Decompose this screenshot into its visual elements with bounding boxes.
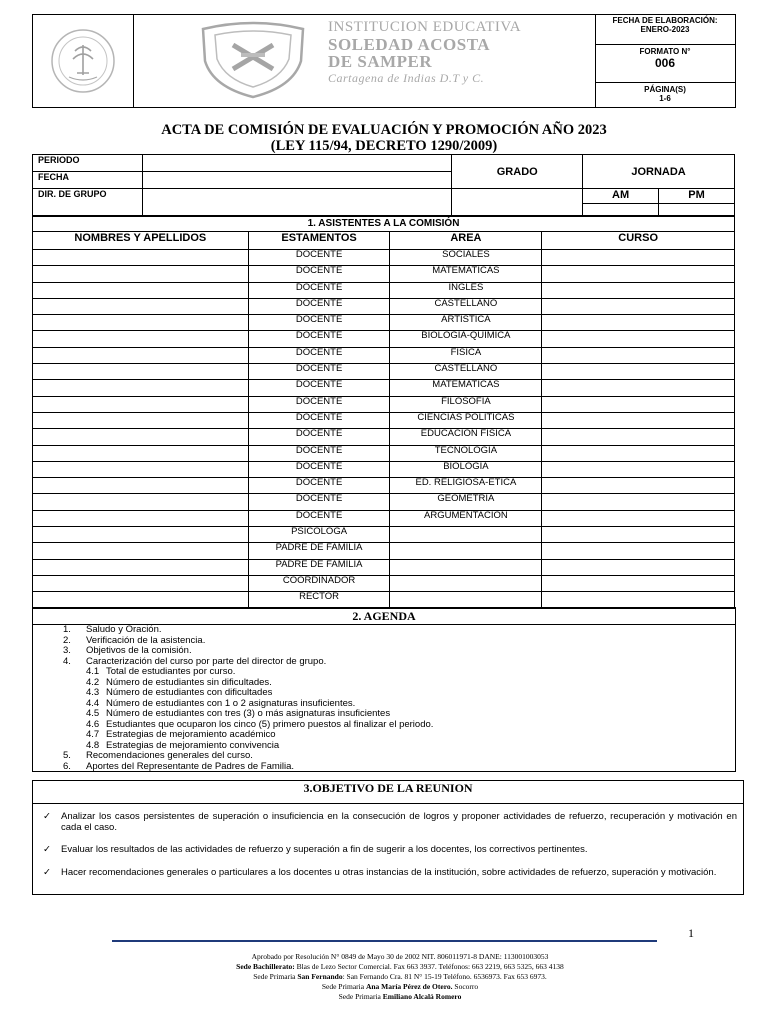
attendees-table bbox=[32, 216, 735, 609]
dir-grupo-field[interactable] bbox=[142, 189, 451, 216]
attendee-row bbox=[33, 250, 735, 266]
attendee-area-cell: FILOSOFIA bbox=[390, 396, 542, 412]
agenda-item-text: Número de estudiantes sin dificultades. bbox=[106, 676, 272, 688]
attendee-estamento-cell: DOCENTE bbox=[248, 445, 390, 461]
attendee-estamento-cell: DOCENTE bbox=[248, 364, 390, 380]
attendee-curso-cell[interactable] bbox=[542, 396, 735, 412]
attendee-name-cell[interactable] bbox=[33, 266, 249, 282]
objective-section bbox=[32, 780, 744, 895]
footer-text: Sede Primaria bbox=[321, 982, 366, 991]
attendee-area-cell: CASTELLANO bbox=[390, 298, 542, 314]
format-label: FORMATO N° bbox=[639, 47, 691, 56]
objective-text: Hacer recomendaciones generales o particulares a los docentes u otras instancias de la institución, sobre actividades de refuerzo, superación y motivación. bbox=[61, 867, 717, 878]
attendee-estamento-cell: DOCENTE bbox=[248, 478, 390, 494]
fecha-label: FECHA bbox=[33, 172, 143, 189]
agenda-item bbox=[63, 762, 294, 773]
footer-rule bbox=[112, 940, 657, 942]
attendee-area-cell: ARGUMENTACION bbox=[390, 510, 542, 526]
attendee-area-cell: EDUCACION FISICA bbox=[390, 429, 542, 445]
attendee-name-cell[interactable] bbox=[33, 364, 249, 380]
pm-field[interactable] bbox=[659, 204, 735, 216]
agenda-title: 2. AGENDA bbox=[33, 608, 735, 625]
attendee-area-cell: CIENCIAS POLITICAS bbox=[390, 412, 542, 428]
attendee-estamento-cell: DOCENTE bbox=[248, 347, 390, 363]
format-meta-cell bbox=[595, 15, 735, 107]
agenda-item-text: Total de estudiantes por curso. bbox=[106, 666, 236, 677]
footer-text: Socorro bbox=[452, 982, 479, 991]
attendee-row bbox=[33, 494, 735, 510]
grado-field[interactable] bbox=[452, 189, 583, 216]
attendee-curso-cell[interactable] bbox=[542, 543, 735, 559]
footer-line-1: Aprobado por Resolución N° 0849 de Mayo 30 de 2002 NIT. 806011971-8 DANE: 113001003053 bbox=[251, 952, 549, 961]
attendee-name-cell[interactable] bbox=[33, 575, 249, 591]
attendee-name-cell[interactable] bbox=[33, 347, 249, 363]
logo-cell bbox=[133, 15, 596, 107]
footer-text: : San Fernando Cra. 81 N° 15-19 Teléfono. 6536973. Fax 653 6973. bbox=[342, 972, 547, 981]
attendee-curso-cell[interactable] bbox=[542, 494, 735, 510]
dir-grupo-label: DIR. DE GRUPO bbox=[33, 189, 143, 216]
institution-seal-icon bbox=[33, 15, 133, 107]
attendee-name-cell[interactable] bbox=[33, 559, 249, 575]
footer-bold: San Fernando bbox=[297, 972, 343, 981]
page-number: 1 bbox=[688, 926, 694, 940]
attendee-area-cell bbox=[390, 543, 542, 559]
attendee-name-cell[interactable] bbox=[33, 282, 249, 298]
jornada-label: JORNADA bbox=[583, 155, 735, 189]
school-name-line-2: SOLEDAD ACOSTA bbox=[328, 35, 491, 54]
attendee-name-cell[interactable] bbox=[33, 331, 249, 347]
attendee-name-cell[interactable] bbox=[33, 461, 249, 477]
pm-label: PM bbox=[659, 189, 735, 204]
attendee-row bbox=[33, 364, 735, 380]
attendee-curso-cell[interactable] bbox=[542, 347, 735, 363]
attendee-estamento-cell: DOCENTE bbox=[248, 510, 390, 526]
objective-item bbox=[43, 811, 737, 833]
attendee-curso-cell[interactable] bbox=[542, 412, 735, 428]
attendee-curso-cell[interactable] bbox=[542, 478, 735, 494]
grado-label: GRADO bbox=[452, 155, 583, 189]
objective-text: Evaluar los resultados de las actividades de refuerzo y superación a fin de sugerir a los docentes, los correctivos pertinentes. bbox=[61, 844, 588, 855]
agenda-item-text: Recomendaciones generales del curso. bbox=[86, 750, 253, 761]
attendee-row bbox=[33, 592, 735, 608]
school-name-line-1: INSTITUCION EDUCATIVA bbox=[328, 19, 522, 35]
attendee-area-cell: SOCIALES bbox=[390, 250, 542, 266]
attendee-row bbox=[33, 559, 735, 575]
attendee-curso-cell[interactable] bbox=[542, 266, 735, 282]
attendee-name-cell[interactable] bbox=[33, 298, 249, 314]
agenda-item-number: 4.2 bbox=[86, 676, 100, 688]
elaboration-value: ENERO-2023 bbox=[640, 25, 690, 34]
attendee-area-cell: BIOLOGIA bbox=[390, 461, 542, 477]
attendee-row bbox=[33, 298, 735, 314]
attendee-curso-cell[interactable] bbox=[542, 364, 735, 380]
attendee-row bbox=[33, 510, 735, 526]
checkmark-icon: ✓ bbox=[43, 811, 51, 822]
school-name-line-3: DE SAMPER bbox=[328, 52, 433, 71]
footer-line-3 bbox=[100, 972, 700, 982]
attendee-row bbox=[33, 396, 735, 412]
agenda-item-number: 4.1 bbox=[86, 666, 100, 677]
attendee-name-cell[interactable] bbox=[33, 478, 249, 494]
objective-text: Analizar los casos persistentes de superación o insuficiencia en la consecución de logros y proponer actividades de refuerzo, recuperación y motivación en cada el caso. bbox=[61, 811, 737, 833]
agenda-item-number: 6. bbox=[63, 760, 71, 772]
objective-item bbox=[43, 867, 737, 878]
format-number-box bbox=[595, 45, 735, 83]
agenda-item-text: Caracterización del curso por parte del director de grupo. bbox=[86, 655, 327, 667]
footer-text: Sede Primaria bbox=[338, 992, 383, 1001]
attendee-curso-cell[interactable] bbox=[542, 250, 735, 266]
school-shield-logo-icon bbox=[193, 21, 313, 101]
agenda-item-text: Saludo y Oración. bbox=[86, 624, 162, 635]
attendee-curso-cell[interactable] bbox=[542, 331, 735, 347]
attendee-name-cell[interactable] bbox=[33, 445, 249, 461]
attendee-curso-cell[interactable] bbox=[542, 315, 735, 331]
attendee-area-cell: ED. RELIGIOSA-ETICA bbox=[390, 478, 542, 494]
attendee-area-cell: TECNOLOGIA bbox=[390, 445, 542, 461]
attendee-estamento-cell: DOCENTE bbox=[248, 315, 390, 331]
attendee-name-cell[interactable] bbox=[33, 494, 249, 510]
attendee-curso-cell[interactable] bbox=[542, 282, 735, 298]
attendee-estamento-cell: DOCENTE bbox=[248, 461, 390, 477]
attendee-curso-cell[interactable] bbox=[542, 527, 735, 543]
column-header-names: NOMBRES Y APELLIDOS bbox=[33, 232, 249, 250]
agenda-item-text: Objetivos de la comisión. bbox=[86, 645, 192, 656]
attendee-estamento-cell: PADRE DE FAMILIA bbox=[248, 559, 390, 575]
attendee-row bbox=[33, 461, 735, 477]
attendee-area-cell: FISICA bbox=[390, 347, 542, 363]
attendee-estamento-cell: PADRE DE FAMILIA bbox=[248, 543, 390, 559]
attendee-curso-cell[interactable] bbox=[542, 429, 735, 445]
attendee-row bbox=[33, 412, 735, 428]
agenda-item-text: Número de estudiantes con dificultades bbox=[106, 687, 273, 698]
fecha-field[interactable] bbox=[142, 172, 451, 189]
attendee-row bbox=[33, 331, 735, 347]
attendee-name-cell[interactable] bbox=[33, 412, 249, 428]
attendee-name-cell[interactable] bbox=[33, 396, 249, 412]
seal-cell bbox=[33, 15, 134, 107]
attendee-area-cell bbox=[390, 527, 542, 543]
agenda-item-number: 4.6 bbox=[86, 718, 100, 730]
attendee-row bbox=[33, 543, 735, 559]
agenda-item-text: Aportes del Representante de Padres de Familia. bbox=[86, 760, 295, 772]
am-label: AM bbox=[583, 189, 659, 204]
footer-line-4 bbox=[100, 982, 700, 992]
attendee-curso-cell[interactable] bbox=[542, 592, 735, 608]
periodo-field[interactable] bbox=[142, 155, 451, 172]
pages-value: 1-6 bbox=[659, 94, 671, 103]
elaboration-date-box bbox=[595, 15, 735, 45]
document-header bbox=[32, 14, 736, 108]
attendee-row bbox=[33, 380, 735, 396]
attendee-estamento-cell: DOCENTE bbox=[248, 282, 390, 298]
format-value: 006 bbox=[654, 56, 676, 70]
column-header-estamentos: ESTAMENTOS bbox=[248, 232, 390, 250]
attendee-name-cell[interactable] bbox=[33, 543, 249, 559]
column-header-area: AREA bbox=[390, 232, 542, 250]
attendee-row bbox=[33, 266, 735, 282]
attendee-curso-cell[interactable] bbox=[542, 510, 735, 526]
school-city-line: Cartagena de Indias D.T y C. bbox=[328, 71, 485, 85]
attendee-area-cell: GEOMETRIA bbox=[390, 494, 542, 510]
agenda-section bbox=[32, 607, 736, 772]
attendee-estamento-cell: RECTOR bbox=[248, 592, 390, 608]
agenda-item-number: 5. bbox=[63, 750, 71, 761]
attendees-rows bbox=[33, 250, 735, 609]
attendee-row bbox=[33, 575, 735, 591]
agenda-item-number: 4.5 bbox=[86, 708, 100, 719]
attendee-name-cell[interactable] bbox=[33, 429, 249, 445]
footer-line-5 bbox=[100, 992, 700, 1002]
agenda-item-number: 4.3 bbox=[86, 687, 100, 698]
am-field[interactable] bbox=[583, 204, 659, 216]
checkmark-icon: ✓ bbox=[43, 867, 51, 878]
attendee-estamento-cell: DOCENTE bbox=[248, 412, 390, 428]
attendee-name-cell[interactable] bbox=[33, 380, 249, 396]
objective-title: 3.OBJETIVO DE LA REUNION bbox=[33, 781, 743, 804]
agenda-item-text: Estrategias de mejoramiento convivencia bbox=[106, 739, 280, 751]
attendee-row bbox=[33, 315, 735, 331]
attendee-row bbox=[33, 347, 735, 363]
attendee-area-cell bbox=[390, 575, 542, 591]
pages-label: PÁGINA(S) bbox=[644, 85, 686, 94]
attendee-area-cell: MATEMATICAS bbox=[390, 266, 542, 282]
attendee-curso-cell[interactable] bbox=[542, 298, 735, 314]
agenda-item-text: Número de estudiantes con tres (3) o más asignaturas insuficientes bbox=[106, 708, 391, 719]
attendee-curso-cell[interactable] bbox=[542, 559, 735, 575]
attendee-estamento-cell: DOCENTE bbox=[248, 250, 390, 266]
document-subtitle: (LEY 115/94, DECRETO 1290/2009) bbox=[270, 138, 498, 154]
attendee-name-cell[interactable] bbox=[33, 592, 249, 608]
column-header-curso: CURSO bbox=[542, 232, 735, 250]
attendee-estamento-cell: DOCENTE bbox=[248, 266, 390, 282]
agenda-item-number: 4.4 bbox=[86, 697, 100, 709]
agenda-item-number: 4. bbox=[63, 655, 71, 667]
attendee-area-cell: MATEMATICAS bbox=[390, 380, 542, 396]
attendee-name-cell[interactable] bbox=[33, 250, 249, 266]
attendees-section-title: 1. ASISTENTES A LA COMISIÓN bbox=[33, 217, 735, 232]
attendee-estamento-cell: DOCENTE bbox=[248, 298, 390, 314]
footer-text: Blas de Lezo Sector Comercial. Fax 663 3937. Teléfonos: 663 2219, 663 5325, 663 4138 bbox=[294, 962, 564, 971]
attendee-name-cell[interactable] bbox=[33, 510, 249, 526]
footer-text: Sede Primaria bbox=[253, 972, 298, 981]
checkmark-icon: ✓ bbox=[43, 844, 51, 855]
agenda-item-text: Estrategias de mejoramiento académico bbox=[106, 729, 276, 740]
footer-bold: Sede Bachillerato: bbox=[236, 962, 295, 971]
attendee-row bbox=[33, 478, 735, 494]
objective-item bbox=[43, 844, 737, 855]
attendee-area-cell: CASTELLANO bbox=[390, 364, 542, 380]
attendee-row bbox=[33, 527, 735, 543]
footer-bold: Emiliano Alcalá Romero bbox=[382, 992, 462, 1001]
periodo-label: PERIODO bbox=[33, 155, 143, 172]
document-title: ACTA DE COMISIÓN DE EVALUACIÓN Y PROMOCIÓN AÑO 2023 bbox=[161, 122, 607, 138]
attendee-curso-cell[interactable] bbox=[542, 575, 735, 591]
elaboration-label: FECHA DE ELABORACIÓN: bbox=[612, 16, 718, 25]
attendee-curso-cell[interactable] bbox=[542, 461, 735, 477]
attendee-estamento-cell: DOCENTE bbox=[248, 396, 390, 412]
agenda-item-number: 3. bbox=[63, 645, 71, 656]
agenda-item-number: 4.7 bbox=[86, 729, 100, 740]
attendee-name-cell[interactable] bbox=[33, 315, 249, 331]
agenda-item-number: 2. bbox=[63, 634, 71, 646]
attendee-estamento-cell: DOCENTE bbox=[248, 380, 390, 396]
footer-bold: Ana María Pérez de Otero. bbox=[365, 982, 453, 991]
attendee-row bbox=[33, 282, 735, 298]
pages-box bbox=[595, 83, 735, 107]
attendee-name-cell[interactable] bbox=[33, 527, 249, 543]
agenda-item-text: Estudiantes que ocuparon los cinco (5) primero puestos al finalizar el periodo. bbox=[106, 718, 434, 730]
attendee-estamento-cell: DOCENTE bbox=[248, 429, 390, 445]
attendee-area-cell: BIOLOGÍA-QUIMICA bbox=[390, 331, 542, 347]
attendee-area-cell bbox=[390, 592, 542, 608]
footer-line-2 bbox=[100, 962, 700, 972]
attendee-estamento-cell: DOCENTE bbox=[248, 331, 390, 347]
attendee-curso-cell[interactable] bbox=[542, 445, 735, 461]
attendee-area-cell: ARTISTICA bbox=[390, 315, 542, 331]
attendee-estamento-cell: PSICOLOGA bbox=[248, 527, 390, 543]
attendee-area-cell: INGLES bbox=[390, 282, 542, 298]
agenda-item-number: 1. bbox=[63, 624, 71, 635]
agenda-item-text: Número de estudiantes con 1 o 2 asignaturas insuficientes. bbox=[106, 697, 356, 709]
info-table bbox=[32, 154, 735, 216]
attendee-estamento-cell: COORDINADOR bbox=[248, 575, 390, 591]
attendee-estamento-cell: DOCENTE bbox=[248, 494, 390, 510]
attendee-row bbox=[33, 429, 735, 445]
agenda-item-text: Verificación de la asistencia. bbox=[86, 634, 206, 646]
attendee-row bbox=[33, 445, 735, 461]
agenda-item-number: 4.8 bbox=[86, 739, 100, 751]
attendee-curso-cell[interactable] bbox=[542, 380, 735, 396]
attendee-area-cell bbox=[390, 559, 542, 575]
